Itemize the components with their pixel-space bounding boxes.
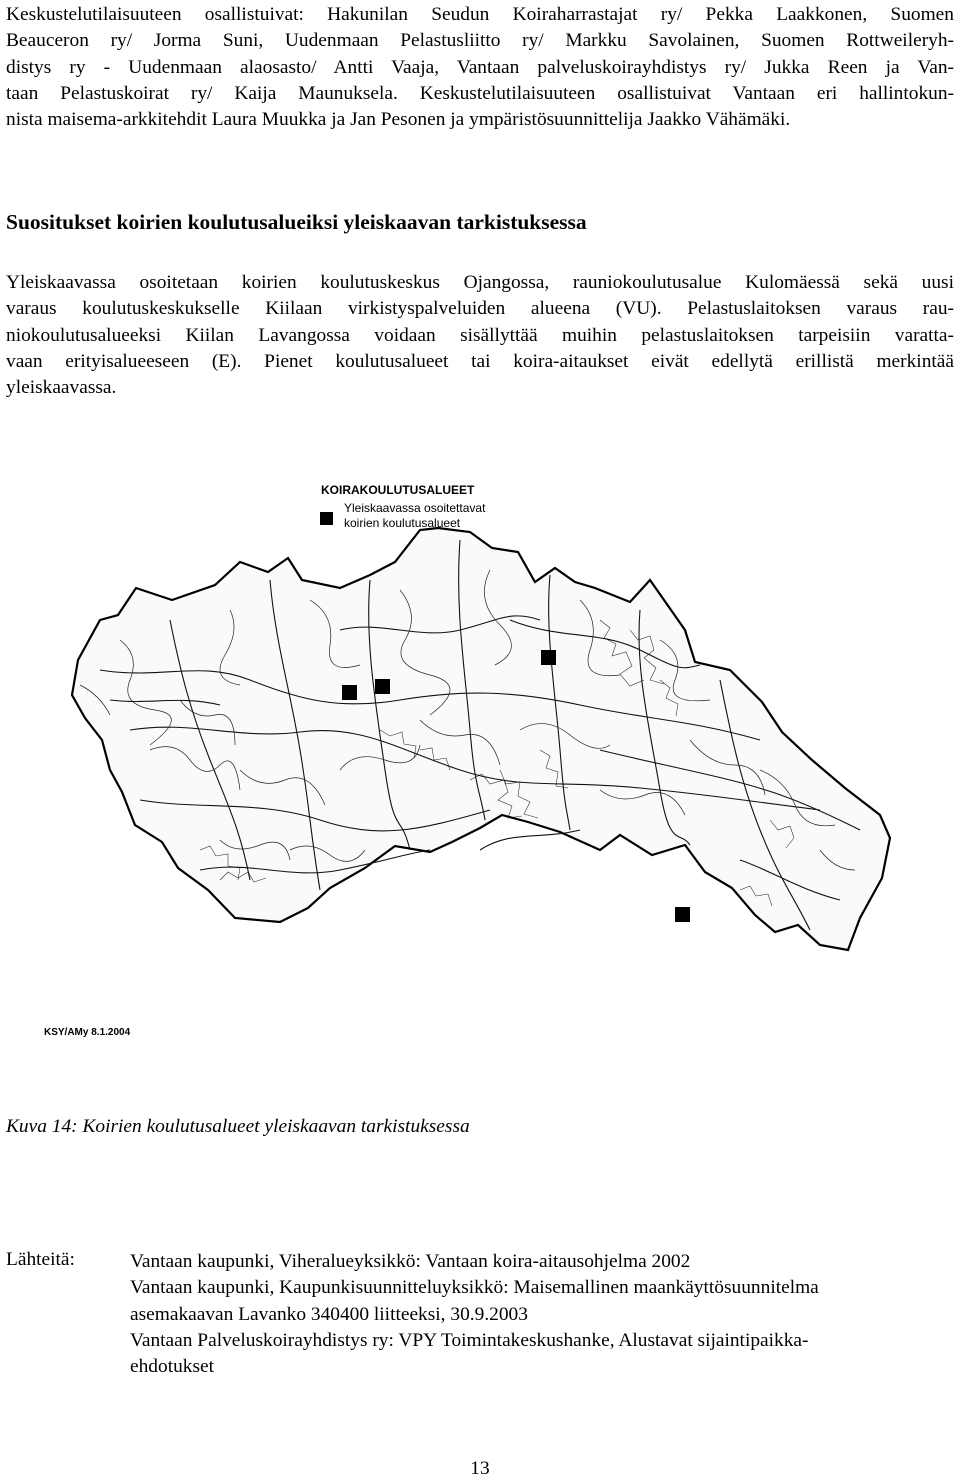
sources-list: [130, 1249, 819, 1380]
text-line: Yleiskaavassa osoitetaan koirien koulutuskeskus Ojangossa, rauniokoulutusalue Kulomäessä sekä uusi: [6, 272, 954, 293]
figure-caption: Kuva 14: Koirien koulutusalueet yleiskaavan tarkistuksessa: [6, 1116, 470, 1137]
text-line: Beauceron ry/ Jorma Suni, Uudenmaan Pelastusliitto ry/ Markku Savolainen, Suomen Rottweileryh-: [6, 30, 954, 52]
text-line: varaus koulutuskeskukselle Kiilaan virkistyspalveluiden alueena (VU). Pelastuslaitoksen varaus rau-: [6, 298, 954, 320]
source-line: Vantaan Palveluskoirayhdistys ry: VPY Toimintakeskushanke, Alustavat sijaintipaikka-: [130, 1329, 809, 1351]
training-areas-map: [40, 470, 940, 1050]
legend-label-line2: koirien koulutusalueet: [344, 516, 461, 530]
legend-label-line1: Yleiskaavassa osoitettavat: [344, 501, 486, 515]
source-line: ehdotukset: [130, 1356, 215, 1378]
sources-label: Lähteitä:: [6, 1249, 75, 1270]
legend-square-icon: [320, 512, 333, 525]
source-line: Vantaan kaupunki, Viheralueyksikkö: Vantaan koira-aitausohjelma 2002: [130, 1251, 691, 1272]
page-number: 13: [470, 1458, 490, 1479]
text-line: vaan erityisalueeseen (E). Pienet koulutusalueet tai koira-aitaukset eivät edellytä erillistä merkintää: [6, 350, 954, 372]
section-heading: Suositukset koirien koulutusalueiksi yleiskaavan tarkistuksessa: [6, 210, 587, 234]
text-line: Keskustelutilaisuuteen osallistuivat: Hakunilan Seudun Koiraharrastajat ry/ Pekka Laakkonen, Suomen: [6, 4, 954, 25]
map-credit: KSY/AMy 8.1.2004: [44, 1027, 131, 1038]
training-area-marker: [675, 907, 690, 922]
intro-paragraph: [6, 2, 954, 133]
training-area-marker: [342, 685, 357, 700]
text-line: yleiskaavassa.: [6, 377, 117, 399]
body-paragraph: [6, 270, 954, 401]
text-line: niokoulutusalueeksi Kiilan Lavangossa voidaan sisällyttää muihin pelastuslaitoksen tarpeisiin varatta-: [6, 324, 954, 346]
text-line: taan Pelastuskoirat ry/ Kaija Maunuksela. Keskustelutilaisuuteen osallistuivat Vantaan eri hallintokun-: [6, 82, 954, 104]
text-line: distys ry - Uudenmaan alaosasto/ Antti Vaaja, Vantaan palveluskoirayhdistys ry/ Jukka Reen ja Van-: [6, 56, 954, 78]
text-line: nista maisema-arkkitehdit Laura Muukka ja Jan Pesonen ja ympäristösuunnittelija Jaakko Vähämäki.: [6, 109, 791, 131]
city-boundary: [72, 528, 890, 950]
source-line: asemakaavan Lavanko 340400 liitteeksi, 30.9.2003: [130, 1303, 528, 1325]
source-line: Vantaan kaupunki, Kaupunkisuunnitteluyksikkö: Maisemallinen maankäyttösuunnitelma: [130, 1277, 819, 1299]
training-area-marker: [541, 650, 556, 665]
map-title: KOIRAKOULUTUSALUEET: [321, 483, 475, 497]
training-area-marker: [375, 679, 390, 694]
